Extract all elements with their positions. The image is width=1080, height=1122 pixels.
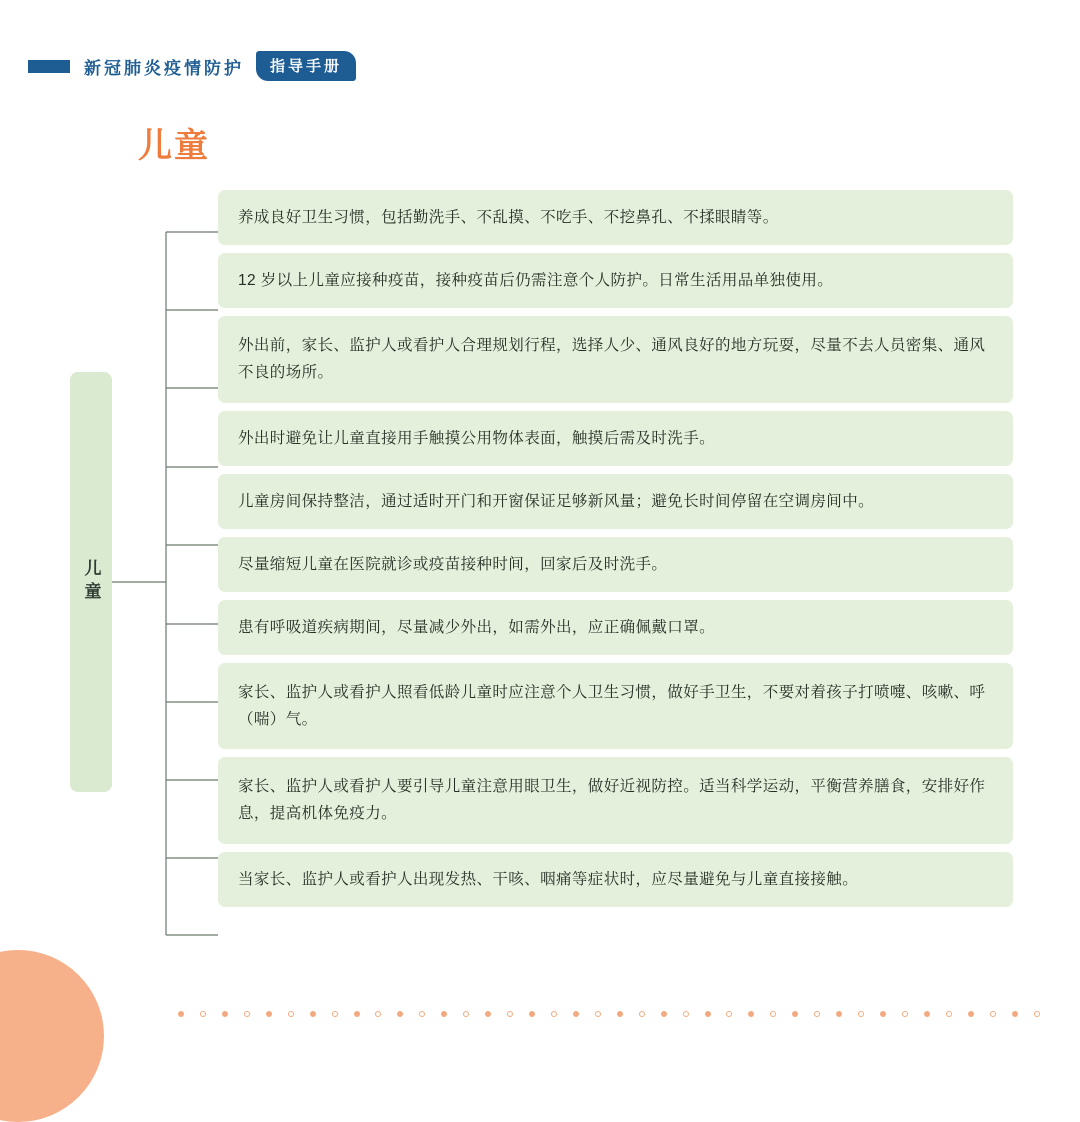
dot bbox=[836, 1011, 842, 1017]
dot bbox=[529, 1011, 535, 1017]
list-item: 家长、监护人或看护人照看低龄儿童时应注意个人卫生习惯，做好手卫生，不要对着孩子打喷嚏、咳嗽、呼（喘）气。 bbox=[218, 663, 1013, 749]
dot bbox=[397, 1011, 403, 1017]
header-title: 新冠肺炎疫情防护 bbox=[84, 58, 244, 78]
dot bbox=[310, 1011, 316, 1017]
mindmap-diagram bbox=[70, 190, 1020, 980]
document-header bbox=[28, 52, 356, 80]
list-item: 外出前，家长、监护人或看护人合理规划行程，选择人少、通风良好的地方玩耍，尽量不去人员密集、通风不良的场所。 bbox=[218, 316, 1013, 402]
dot bbox=[419, 1011, 425, 1017]
dot bbox=[924, 1011, 930, 1017]
dot bbox=[880, 1011, 886, 1017]
dot bbox=[990, 1011, 996, 1017]
list-item: 12 岁以上儿童应接种疫苗，接种疫苗后仍需注意个人防护。日常生活用品单独使用。 bbox=[218, 253, 1013, 308]
list-item: 尽量缩短儿童在医院就诊或疫苗接种时间，回家后及时洗手。 bbox=[218, 537, 1013, 592]
dot bbox=[463, 1011, 469, 1017]
dot bbox=[946, 1011, 952, 1017]
list-item: 当家长、监护人或看护人出现发热、干咳、咽痛等症状时，应尽量避免与儿童直接接触。 bbox=[218, 852, 1013, 907]
header-accent-bar bbox=[28, 60, 70, 73]
list-item: 养成良好卫生习惯，包括勤洗手、不乱摸、不吃手、不挖鼻孔、不揉眼睛等。 bbox=[218, 190, 1013, 245]
decorative-dot-row bbox=[178, 1010, 1040, 1018]
page-title: 儿童 bbox=[138, 127, 210, 165]
list-item: 儿童房间保持整洁，通过适时开门和开窗保证足够新风量；避免长时间停留在空调房间中。 bbox=[218, 474, 1013, 529]
dot bbox=[968, 1011, 974, 1017]
dot bbox=[858, 1011, 864, 1017]
dot bbox=[200, 1011, 206, 1017]
dot bbox=[178, 1011, 184, 1017]
dot bbox=[748, 1011, 754, 1017]
dot bbox=[1034, 1011, 1040, 1017]
diagram-root-node bbox=[70, 372, 112, 792]
list-item: 家长、监护人或看护人要引导儿童注意用眼卫生，做好近视防控。适当科学运动，平衡营养膳食，安排好作息，提高机体免疫力。 bbox=[218, 757, 1013, 843]
dot bbox=[222, 1011, 228, 1017]
dot bbox=[661, 1011, 667, 1017]
dot bbox=[617, 1011, 623, 1017]
list-item: 外出时避免让儿童直接用手触摸公用物体表面，触摸后需及时洗手。 bbox=[218, 411, 1013, 466]
dot bbox=[485, 1011, 491, 1017]
dot bbox=[683, 1011, 689, 1017]
dot bbox=[441, 1011, 447, 1017]
dot bbox=[595, 1011, 601, 1017]
dot bbox=[266, 1011, 272, 1017]
dot bbox=[244, 1011, 250, 1017]
header-tag-badge: 指导手册 bbox=[256, 51, 356, 81]
dot bbox=[902, 1011, 908, 1017]
dot bbox=[814, 1011, 820, 1017]
diagram-item-list bbox=[218, 190, 1013, 915]
dot bbox=[770, 1011, 776, 1017]
dot bbox=[375, 1011, 381, 1017]
dot bbox=[332, 1011, 338, 1017]
dot bbox=[1012, 1011, 1018, 1017]
dot bbox=[354, 1011, 360, 1017]
diagram-root-label: 儿童 bbox=[81, 559, 101, 605]
dot bbox=[573, 1011, 579, 1017]
dot bbox=[726, 1011, 732, 1017]
dot bbox=[705, 1011, 711, 1017]
dot bbox=[792, 1011, 798, 1017]
dot bbox=[551, 1011, 557, 1017]
dot bbox=[507, 1011, 513, 1017]
list-item: 患有呼吸道疾病期间，尽量减少外出，如需外出，应正确佩戴口罩。 bbox=[218, 600, 1013, 655]
dot bbox=[288, 1011, 294, 1017]
dot bbox=[639, 1011, 645, 1017]
